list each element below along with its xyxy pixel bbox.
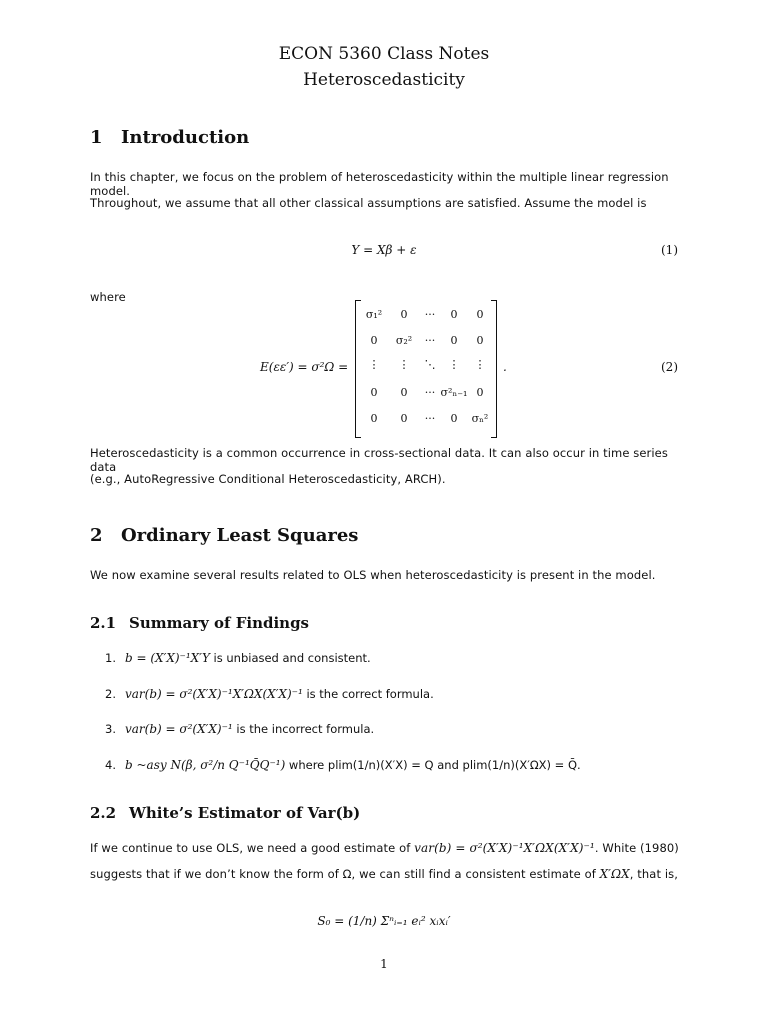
document-title: ECON 5360 Class Notes (278, 44, 490, 64)
matrix-cell: ⋮ (398, 358, 410, 371)
matrix-cell: ⋮ (474, 358, 486, 371)
paragraph: Throughout, we assume that all other classical assumptions are satisfied. Assume the model is (90, 196, 647, 210)
section-1-heading (90, 127, 249, 148)
list-item-math: var(b) = σ²(X′X)⁻¹X′ΩX(X′X)⁻¹ (125, 687, 303, 701)
section-number: 2 (90, 525, 103, 546)
document-subtitle: Heteroscedasticity (303, 70, 465, 90)
paragraph-text: . White (1980) (594, 841, 679, 855)
matrix-cell: 0 (400, 308, 408, 321)
matrix-cell: 0 (476, 386, 484, 399)
list-item-math: b = (X′X)⁻¹X′Y (125, 651, 210, 665)
list-item-math: b ~asy N(β, σ²/n Q⁻¹Q̄Q⁻¹) (125, 758, 286, 772)
equation-number: (2) (661, 360, 678, 374)
matrix-cell: σₙ² (471, 412, 489, 425)
matrix-cell: ··· (424, 386, 436, 399)
section-title: Summary of Findings (129, 614, 309, 632)
matrix-cell: 0 (400, 412, 408, 425)
section-2-2-heading (90, 804, 360, 822)
section-2-1-heading (90, 614, 309, 632)
list-item (105, 722, 374, 736)
inline-math: X′ΩX (599, 867, 630, 881)
matrix-cell: 0 (450, 412, 458, 425)
section-title: Introduction (121, 127, 250, 148)
matrix-cell: σ₁² (365, 308, 383, 321)
paragraph-text: , that is, (629, 867, 678, 881)
paragraph: Heteroscedasticity is a common occurrence in cross-sectional data. It can also occur in time series data (90, 446, 668, 474)
equation-white-estimator: S₀ = (1/n) Σⁿᵢ₌₁ eᵢ² xᵢxᵢ′ (317, 914, 451, 928)
page-number: 1 (380, 957, 388, 971)
matrix-cell: ⋮ (448, 358, 460, 371)
list-item-text: where plim(1/n)(X′X) = Q and plim(1/n)(X′ΩX) = Q̄. (285, 758, 581, 772)
list-item-text: is unbiased and consistent. (209, 651, 371, 665)
inline-math: var(b) = σ²(X′X)⁻¹X′ΩX(X′X)⁻¹ (414, 841, 595, 855)
list-item-math: var(b) = σ²(X′X)⁻¹ (125, 722, 233, 736)
section-number: 1 (90, 127, 103, 148)
list-item (105, 651, 371, 665)
matrix-cell: ··· (424, 308, 436, 321)
equation-number: (1) (661, 243, 678, 257)
list-item-number: 3. (105, 722, 116, 736)
paragraph: In this chapter, we focus on the problem of heteroscedasticity within the multiple linear regression model. (90, 170, 669, 198)
section-2-heading (90, 525, 358, 546)
list-item (105, 758, 581, 772)
matrix-cell: 0 (370, 334, 378, 347)
paragraph: where (90, 290, 126, 304)
equation-1: Y = Xβ + ε (351, 243, 417, 257)
matrix-cell: 0 (476, 334, 484, 347)
section-number: 2.1 (90, 614, 117, 632)
matrix-cell: σ₂² (395, 334, 413, 347)
matrix-cell: σ²ₙ₋₁ (440, 386, 468, 399)
section-title: Ordinary Least Squares (121, 525, 359, 546)
list-item-text: is the correct formula. (302, 687, 434, 701)
section-title: White’s Estimator of Var(b) (129, 804, 361, 822)
list-item-text: is the incorrect formula. (232, 722, 375, 736)
paragraph (90, 867, 680, 881)
paragraph-text: suggests that if we don’t know the form of Ω, we can still find a consistent estimate of (90, 867, 600, 881)
matrix-cell: 0 (450, 334, 458, 347)
list-item (105, 687, 434, 701)
matrix-cell: 0 (400, 386, 408, 399)
equation-2-lhs: E(εε′) = σ²Ω = (260, 360, 349, 374)
matrix-cell: 0 (476, 308, 484, 321)
equation-2-period: . (503, 360, 507, 374)
paragraph: (e.g., AutoRegressive Conditional Heteroscedasticity, ARCH). (90, 472, 446, 486)
matrix-cell: 0 (370, 386, 378, 399)
paragraph-text: If we continue to use OLS, we need a good estimate of (90, 841, 415, 855)
list-item-number: 2. (105, 687, 116, 701)
matrix-cell: ··· (424, 334, 436, 347)
section-number: 2.2 (90, 804, 117, 822)
matrix-cell: 0 (370, 412, 378, 425)
matrix-cell: ··· (424, 412, 436, 425)
paragraph (90, 841, 680, 855)
paragraph: We now examine several results related to OLS when heteroscedasticity is present in the model. (90, 568, 656, 582)
matrix-cell: ⋱ (424, 358, 436, 371)
list-item-number: 4. (105, 758, 116, 772)
matrix-cell: ⋮ (368, 358, 380, 371)
matrix-cell: 0 (450, 308, 458, 321)
list-item-number: 1. (105, 651, 116, 665)
covariance-matrix (355, 300, 497, 436)
